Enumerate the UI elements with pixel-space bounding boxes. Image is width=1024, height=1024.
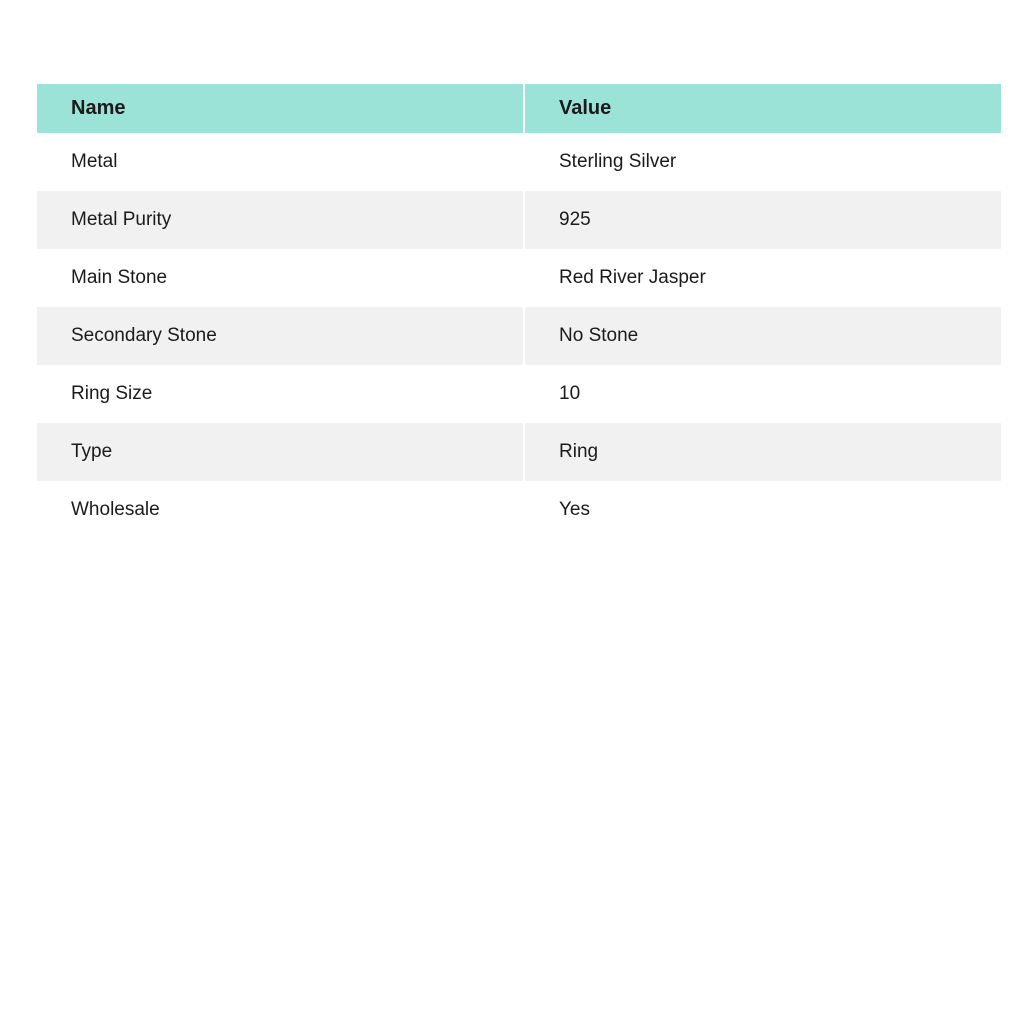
row-name-cell: Secondary Stone <box>37 307 523 365</box>
row-name-cell: Metal <box>71 151 118 172</box>
table-row <box>37 307 1001 365</box>
table-row <box>37 481 1001 539</box>
table-row <box>37 133 1001 191</box>
table-row <box>37 191 1001 249</box>
header-cell-value: Value <box>525 84 1001 133</box>
row-name-cell: Main Stone <box>71 267 168 288</box>
row-name-cell: Type <box>37 423 523 481</box>
header-cell-name: Name <box>37 84 523 133</box>
row-value-cell: 10 <box>559 383 581 404</box>
row-value-cell: Sterling Silver <box>559 151 677 172</box>
table-header-row <box>37 84 1001 133</box>
row-value-cell: Yes <box>559 499 590 520</box>
row-value-cell: Ring <box>525 423 1001 481</box>
table-row <box>37 365 1001 423</box>
table-row <box>37 423 1001 481</box>
row-value-cell: 925 <box>525 191 1001 249</box>
product-spec-table <box>37 84 1001 539</box>
row-name-cell: Metal Purity <box>37 191 523 249</box>
table-row <box>37 249 1001 307</box>
row-value-cell: No Stone <box>525 307 1001 365</box>
row-name-cell: Ring Size <box>71 383 153 404</box>
row-name-cell: Wholesale <box>71 499 160 520</box>
row-value-cell: Red River Jasper <box>559 267 706 288</box>
